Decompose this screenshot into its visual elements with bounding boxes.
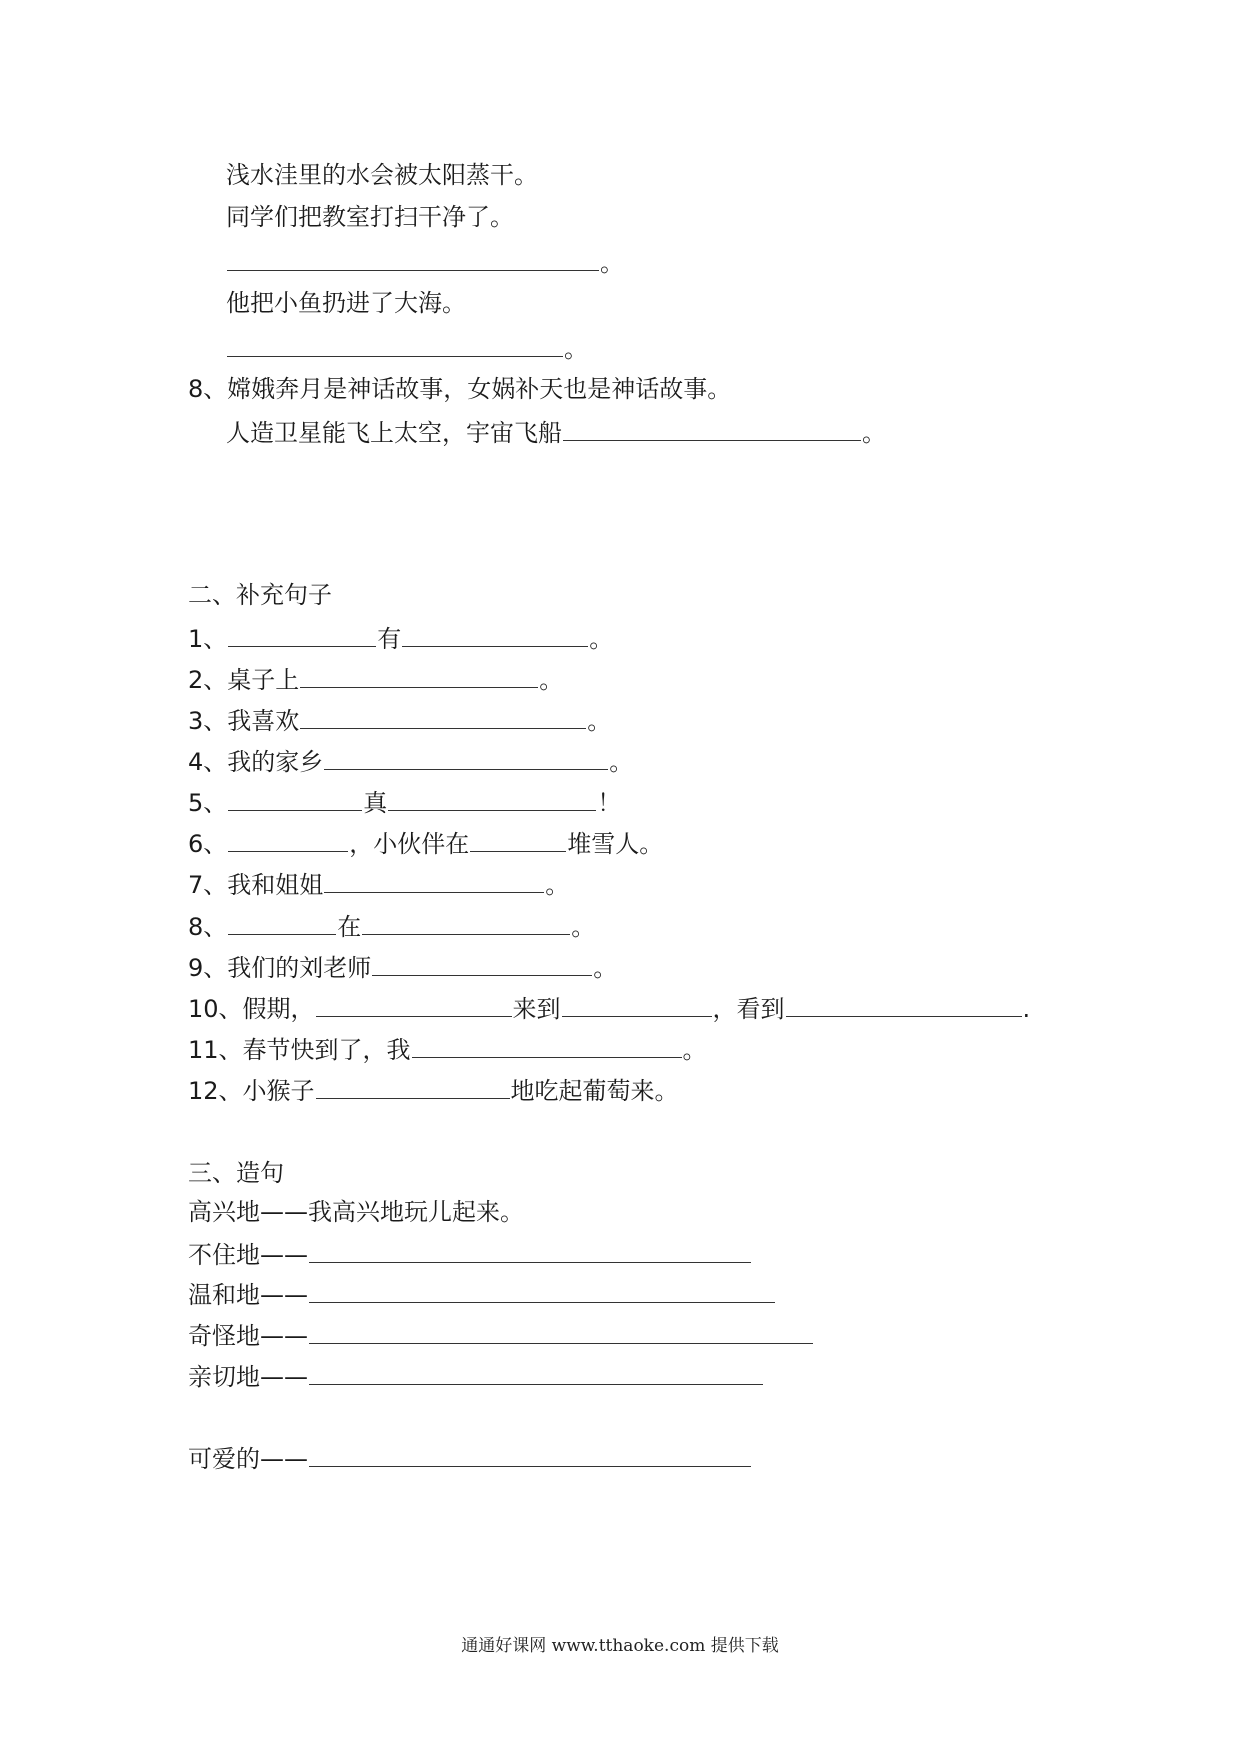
fill-item-11: 11、春节快到了，我 。	[188, 1031, 707, 1067]
section-3-heading: 三、造句	[188, 1159, 284, 1187]
answer-blank[interactable]	[228, 825, 348, 852]
sentence-item-1: 不住地——	[188, 1236, 752, 1272]
answer-blank[interactable]	[362, 908, 570, 935]
sentence-fish: 他把小鱼扔进了大海。	[226, 289, 466, 317]
answer-blank[interactable]	[309, 1358, 763, 1385]
answer-blank[interactable]	[402, 620, 588, 647]
fill-item-5: 5、 真 ！	[188, 784, 621, 820]
answer-blank[interactable]	[372, 949, 592, 976]
answer-blank[interactable]	[227, 244, 599, 271]
example-sentence: 高兴地——我高兴地玩儿起来。	[188, 1198, 524, 1226]
answer-blank[interactable]	[227, 330, 563, 357]
answer-blank[interactable]	[309, 1440, 751, 1467]
sentence-item-3: 奇怪地——	[188, 1317, 814, 1353]
answer-blank[interactable]	[412, 1031, 682, 1058]
fill-item-8: 8、 在 。	[188, 908, 595, 944]
answer-blank[interactable]	[228, 784, 362, 811]
answer-blank[interactable]	[228, 620, 376, 647]
answer-blank[interactable]	[316, 990, 512, 1017]
answer-blank[interactable]	[324, 743, 608, 770]
question-8-prompt: 人造卫星能飞上太空，宇宙飞船 。	[226, 414, 886, 450]
fill-item-6: 6、 ，小伙伴在 堆雪人。	[188, 825, 663, 861]
rewrite-line-2: 。	[226, 330, 588, 366]
fill-item-4: 4、我的家乡 。	[188, 743, 633, 779]
fill-item-12: 12、小猴子 地吃起葡萄来。	[188, 1072, 679, 1108]
fill-item-1: 1、 有 。	[188, 620, 613, 656]
fill-item-7: 7、我和姐姐 。	[188, 866, 569, 902]
sentence-classroom: 同学们把教室打扫干净了。	[226, 203, 514, 231]
question-8: 8、嫦娥奔月是神话故事，女娲补天也是神话故事。	[188, 375, 732, 403]
answer-blank[interactable]	[786, 990, 1022, 1017]
fill-item-9: 9、我们的刘老师 。	[188, 949, 617, 985]
answer-blank[interactable]	[228, 908, 336, 935]
answer-blank[interactable]	[309, 1276, 775, 1303]
fill-item-2: 2、桌子上 。	[188, 661, 563, 697]
fill-item-3: 3、我喜欢 。	[188, 702, 611, 738]
section-2-heading: 二、补充句子	[188, 581, 332, 609]
sentence-item-4: 亲切地——	[188, 1358, 764, 1394]
sentence-evaporate: 浅水洼里的水会被太阳蒸干。	[226, 161, 538, 189]
rewrite-line-1: 。	[226, 244, 624, 280]
answer-blank[interactable]	[300, 702, 586, 729]
sentence-item-5: 可爱的——	[188, 1440, 752, 1476]
footer-credit: 通通好课网 www.tthaoke.com 提供下载	[461, 1636, 779, 1656]
sentence-item-2: 温和地——	[188, 1276, 776, 1312]
answer-blank[interactable]	[562, 990, 712, 1017]
answer-blank[interactable]	[309, 1236, 751, 1263]
answer-blank[interactable]	[316, 1072, 510, 1099]
answer-blank[interactable]	[470, 825, 566, 852]
answer-blank[interactable]	[563, 414, 861, 441]
answer-blank[interactable]	[309, 1317, 813, 1344]
fill-item-10: 10、假期， 来到 ，看到 .	[188, 990, 1030, 1026]
answer-blank[interactable]	[300, 661, 538, 688]
answer-blank[interactable]	[388, 784, 596, 811]
answer-blank[interactable]	[324, 866, 544, 893]
